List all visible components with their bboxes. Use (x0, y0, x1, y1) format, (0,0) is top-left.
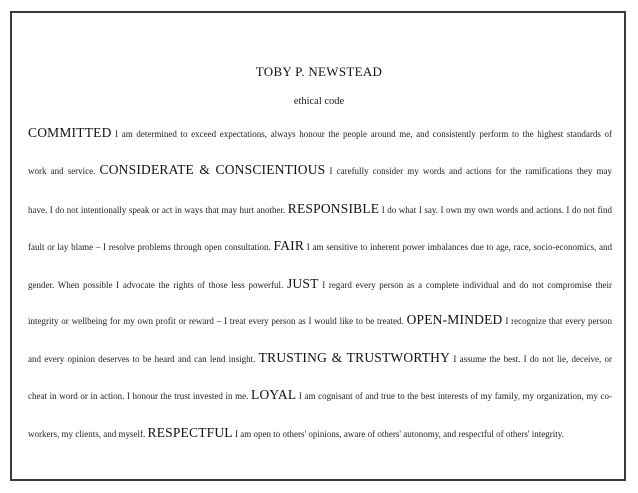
document-subtitle: ethical code (293, 96, 345, 107)
value-description: I assume the best. I do not lie, deceive, or (450, 354, 612, 364)
text-line (28, 350, 612, 366)
value-description: cheat in word or in action. I honour the trust invested in me. (28, 391, 252, 401)
value-description: gender. When possible I advocate the rights of those less powerful. (28, 280, 287, 290)
text-line (28, 312, 612, 328)
value-description: workers, my clients, and myself. (28, 429, 148, 439)
text-line (28, 162, 612, 178)
value-term: FAIR (273, 238, 305, 253)
text-line (28, 276, 612, 292)
value-description: I recognize that every person (502, 316, 612, 326)
value-description: have. I do not intentionally speak or act in ways that may hurt another. (28, 205, 288, 215)
value-description: I am determined to exceed expectations, always honour the people around me, and consistently perform to the highest standards of (111, 129, 612, 139)
value-term: TRUSTING & TRUSTWORTHY (258, 350, 451, 365)
value-description: and every opinion deserves to be heard and can lend insight. (28, 354, 259, 364)
value-description: I regard every person as a complete individual and do not compromise their (318, 280, 612, 290)
value-term: RESPONSIBLE (287, 201, 380, 216)
value-term: JUST (286, 276, 319, 291)
value-term: RESPECTFUL (147, 425, 233, 440)
value-description: fault or lay blame – I resolve problems through open consultation. (28, 242, 274, 252)
value-description: integrity or wellbeing for my own profit or reward – I treat every person as I would like to be treated. (28, 316, 407, 326)
value-term: CONSIDERATE & CONSCIENTIOUS (99, 162, 326, 177)
text-line (28, 125, 612, 141)
value-term: LOYAL (251, 387, 297, 402)
value-term: COMMITTED (28, 125, 112, 140)
value-description: I am sensitive to inherent power imbalances due to age, race, socio-economics, and (304, 242, 612, 252)
text-line (28, 201, 612, 217)
value-description: I do what I say. I own my own words and actions. I do not find (379, 205, 612, 215)
author-name: TOBY P. NEWSTEAD (255, 64, 383, 79)
text-line (28, 238, 612, 254)
value-term: OPEN-MINDED (406, 312, 503, 327)
text-line (28, 425, 612, 441)
value-description: I am open to others' opinions, aware of others' autonomy, and respectful of others' integrity. (232, 429, 564, 439)
value-description: I am cognisant of and true to the best interests of my family, my organization, my co- (296, 391, 612, 401)
text-line (28, 387, 612, 403)
value-description: work and service. (28, 166, 100, 176)
value-description: I carefully consider my words and actions for the ramifications they may (325, 166, 612, 176)
